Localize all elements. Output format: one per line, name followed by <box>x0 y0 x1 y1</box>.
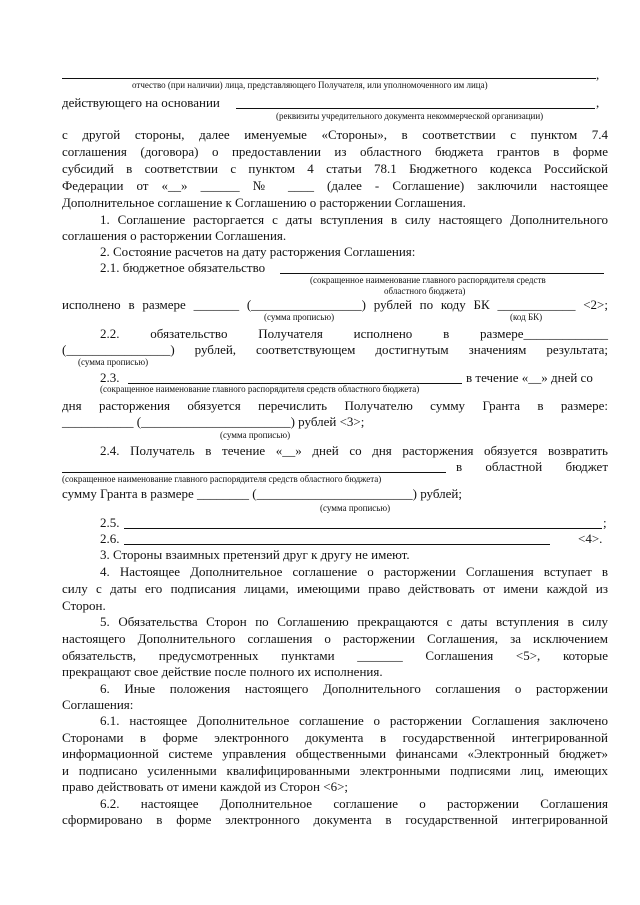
clause-2-5: 2.5. <box>100 515 120 530</box>
caption-sum-words: (сумма прописью) <box>320 503 391 513</box>
line-comma: , <box>596 67 600 82</box>
paragraph-line: настоящего Дополнительного соглашения о расторжении Соглашения, за исключением <box>62 631 608 646</box>
caption-distributor: (сокращенное наименование главного распорядителя средств областного бюджета) <box>100 384 420 394</box>
caption-sum-words: (сумма прописью) <box>220 430 291 440</box>
paragraph-line: соглашения (договора) о предоставлении из областного бюджета грантов в форме <box>62 144 608 159</box>
clause-3: 3. Стороны взаимных претензий друг к другу не имеют. <box>100 547 410 562</box>
distributor-line <box>62 472 446 473</box>
paragraph-line: сформировано в форме электронного документа в государственной интегрированной <box>62 812 608 827</box>
paragraph-line: субсидий в соответствии с пунктом 4 статьи 78.1 Бюджетного кодекса Российской <box>62 161 608 176</box>
caption-distributor-2: областного бюджета) <box>384 286 466 296</box>
clause-2-6: 2.6. <box>100 531 120 546</box>
caption-kbk: (код БК) <box>510 312 543 322</box>
paragraph-line: Дополнительное соглашение к Соглашению о расторжении Соглашения. <box>62 195 466 210</box>
clause-5: 5. Обязательства Сторон по Соглашению прекращаются с даты вступления в силу <box>100 614 608 629</box>
clause-2-4: 2.4. Получатель в течение «__» дней со дня расторжения обязуется возвратить <box>100 443 608 458</box>
clause-2: 2. Состояние расчетов на дату расторжения Соглашения: <box>100 244 416 259</box>
paragraph-line: сумму Гранта в размере ________ (________________________) рублей; <box>62 486 462 501</box>
basis-line <box>236 108 595 109</box>
caption-signatory: отчество (при наличии) лица, представляющего Получателя, или уполномоченного им лица) <box>132 80 488 90</box>
paragraph-line: дня расторжения обязуется перечислить Получателю сумму Гранта в размере: <box>62 398 608 413</box>
clause-4: 4. Настоящее Дополнительное соглашение о расторжении Соглашения вступает в <box>100 564 608 579</box>
clause-2-3-term: в течение «__» дней со <box>466 370 593 385</box>
clause-1: 1. Соглашение расторгается с даты вступления в силу настоящего Дополнительного <box>100 212 608 227</box>
paragraph-line: Соглашения: <box>62 697 134 712</box>
paragraph-line: ___________ (_______________________) рублей <3>; <box>62 414 365 429</box>
basis-comma: , <box>596 95 600 110</box>
paragraph-line: Сторон. <box>62 598 106 613</box>
paragraph-line: обязательств, предусмотренных пунктами _______ Соглашения <5>, которые <box>62 648 608 663</box>
clause-2-5-end: ; <box>603 515 607 530</box>
caption-sum-words: (сумма прописью) <box>264 312 335 322</box>
clause-6: 6. Иные положения настоящего Дополнительного соглашения о расторжении <box>100 681 608 696</box>
paragraph-line: (________________) рублей, соответствующем достигнутым значениям результата; <box>62 342 608 357</box>
paragraph-line: право действовать от имени каждой из Сторон <6>; <box>62 779 349 794</box>
clause-2-1: 2.1. бюджетное обязательство <box>100 260 266 275</box>
paragraph-line: Сторонами в форме электронного документа в государственной интегрированной <box>62 730 608 745</box>
paragraph-line: исполнено в размере _______ (_________________) рублей по коду БК ____________ <2>; <box>62 297 608 312</box>
paragraph-line: прекращают свое действие после полного их исполнения. <box>62 664 383 679</box>
distributor-line <box>280 273 604 274</box>
basis-label: действующего на основании <box>62 95 220 110</box>
clause-2-4-budget: в областной бюджет <box>456 459 608 474</box>
signatory-name-line <box>62 78 596 79</box>
paragraph-line: с другой стороны, далее именуемые «Стороны», в соответствии с пунктом 7.4 <box>62 127 608 142</box>
caption-distributor: (сокращенное наименование главного распорядителя средств <box>310 275 546 285</box>
paragraph-line: информационной системе управления общественными финансами «Электронный бюджет» <box>62 746 608 761</box>
caption-distributor: (сокращенное наименование главного распорядителя средств областного бюджета) <box>62 474 382 484</box>
paragraph-line: Федерации от «__» ______ № ____ (далее - Соглашение) заключили настоящее <box>62 178 608 193</box>
clause-6-2: 6.2. настоящее Дополнительное соглашение о расторжении Соглашения <box>100 796 608 811</box>
clause-2-6-end: <4>. <box>578 531 603 546</box>
blank-line <box>124 528 602 529</box>
paragraph-line: силу с даты его подписания лицами, имеющими право действовать от имени каждой из <box>62 581 608 596</box>
caption-sum-words: (сумма прописью) <box>78 357 149 367</box>
clause-2-2: 2.2. обязательство Получателя исполнено в размере_____________ <box>100 326 608 341</box>
clause-6-1: 6.1. настоящее Дополнительное соглашение о расторжении Соглашения заключено <box>100 713 608 728</box>
clause-2-3: 2.3. <box>100 370 120 385</box>
blank-line <box>124 544 550 545</box>
paragraph-line: и подписано усиленными квалифицированными электронными подписями лиц, имеющих <box>62 763 608 778</box>
paragraph-line: соглашения о расторжении Соглашения. <box>62 228 287 243</box>
caption-charter: (реквизиты учредительного документа некоммерческой организации) <box>276 111 544 121</box>
